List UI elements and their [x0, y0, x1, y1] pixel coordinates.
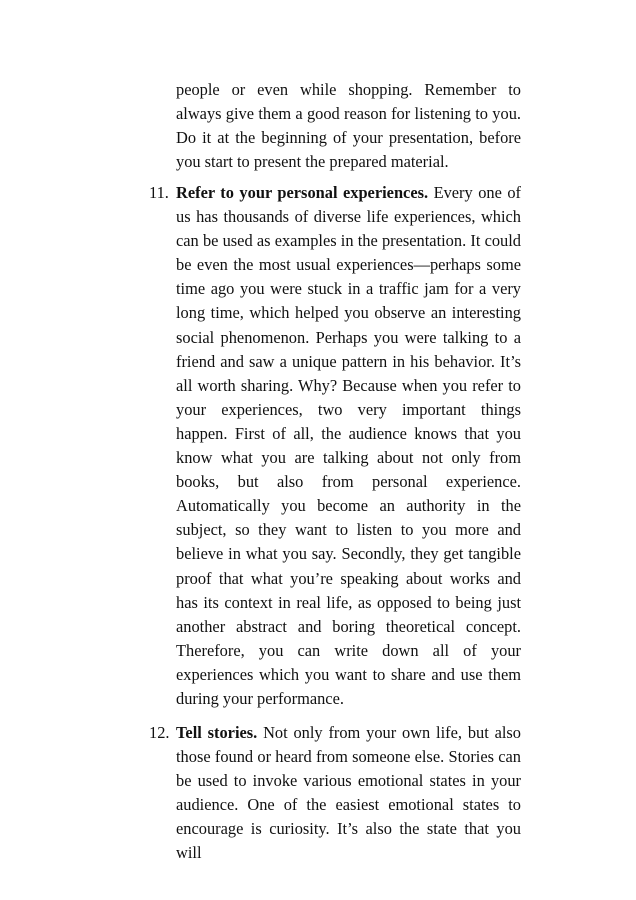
continuation-paragraph: people or even while shopping. Remember to always give them a good reason for listening to you. Do it at the beginning of your presentation, before you start to present the prepared material. [176, 80, 521, 172]
item-number: 12. [149, 722, 170, 742]
item-lead: Tell stories. [176, 722, 258, 742]
list-item [149, 721, 521, 866]
numbered-list [149, 181, 521, 875]
item-lead: Refer to your personal experiences. [176, 183, 429, 202]
list-item [149, 181, 521, 711]
item-number: 11. [149, 183, 169, 202]
item-body: Not only from your own life, but also those found or heard from someone else. Stories can be used to invoke various emotional states in your audience. One of the easiest emotional states to encourage is curiosity. It’s also the state that you will [176, 722, 521, 863]
item-body: Every one of us has thousands of diverse life experiences, which can be used as examples in the presentation. It could be even the most usual experiences—perhaps some time ago you were stuck in a traffic jam for a very long time, which helped you observe an interesting social phenomenon. Perhaps you were talking to a friend and saw a unique pattern in his behavior. It’s all worth sharing. Why? Because when you refer to your experiences, two very important things happen. First of all, the audience knows that you know what you are talking about not only from books, but also from personal experience. Automatically you become an authority in the subject, so they want to listen to you more and believe in what you say. Secondly, they get tangible proof that what you’re speaking about works and has its context in real life, as opposed to being just another abstract and boring theoretical concept. Therefore, you can write down all of your experiences which you want to share and use them during your performance. [176, 183, 521, 708]
